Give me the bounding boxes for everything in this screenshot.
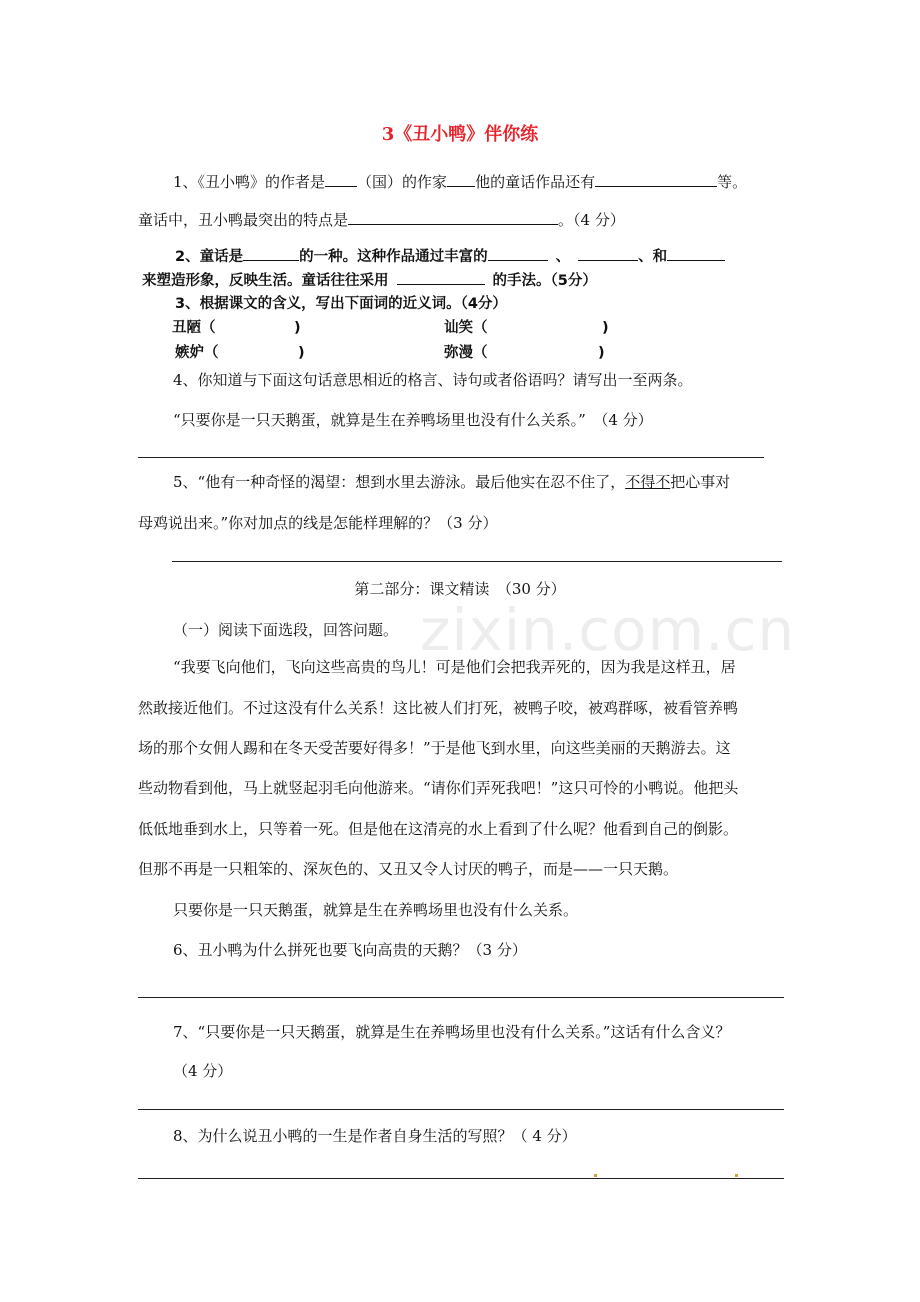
q1-text-c: 他的童话作品还有 — [475, 173, 596, 191]
answer-line-6[interactable] — [138, 997, 784, 998]
q1-text-f: 。（4 分） — [558, 211, 625, 229]
q2-blank-4[interactable] — [667, 244, 725, 261]
q3-word-2: 讪笑（ — [444, 320, 488, 336]
answer-line-7[interactable] — [138, 1109, 784, 1110]
question-4: 4、你知道与下面这句话意思相近的格言、诗句或者俗语吗？请写出一至两条。 — [173, 371, 693, 389]
question-2-line-2 — [142, 268, 597, 292]
q3-close-3: ) — [298, 345, 305, 361]
watermark: zixin.com.cn — [420, 596, 796, 664]
passage-line-1: “我要飞向他们，飞向这些高贵的鸟儿！可是他们会把我弄死的，因为我是这样丑，居 — [173, 658, 736, 676]
question-7-line-2: （4 分） — [173, 1062, 233, 1080]
question-1-line-1 — [173, 170, 747, 193]
section-1-instruction: （一）阅读下面选段，回答问题。 — [173, 621, 399, 639]
q2-text-a: 2、童话是 — [175, 249, 244, 265]
question-4-quote: “只要你是一只天鹅蛋，就算是生在养鸭场里也没有什么关系。” （4 分） — [173, 411, 653, 429]
q3-close-1: ) — [294, 320, 301, 336]
q2-blank-5[interactable] — [397, 268, 485, 285]
q1-blank-feature[interactable] — [348, 208, 558, 225]
q1-blank-author[interactable] — [447, 170, 475, 187]
question-7-line-1: 7、“只要你是一只天鹅蛋，就算是生在养鸭场里也没有什么关系。”这话有什么含义？ — [173, 1023, 731, 1041]
question-2-line-1 — [175, 244, 725, 268]
q1-text-d: 等。 — [717, 173, 748, 191]
answer-line-4[interactable] — [138, 457, 764, 458]
q1-blank-works[interactable] — [595, 170, 717, 187]
q1-text-e: 童话中，丑小鸭最突出的特点是 — [138, 211, 349, 229]
q3-word-1: 丑陋（ — [172, 320, 216, 336]
q3-close-2: ) — [602, 320, 609, 336]
passage-line-4: 些动物看到他，马上就竖起羽毛向他游来。“请你们弄死我吧！”这只可怜的小鸭说。他把头 — [138, 779, 739, 797]
q1-text-a: 1、《丑小鸭》的作者是 — [173, 173, 326, 191]
question-6: 6、丑小鸭为什么拼死也要飞向高贵的天鹅？（3 分） — [173, 941, 527, 959]
q2-text-f: 的手法。（5分） — [492, 273, 597, 289]
q2-text-d: 、和 — [638, 249, 668, 265]
passage-line-5: 低低地垂到水上，只等着一死。但是他在这清亮的水上看到了什么呢？他看到自己的倒影。 — [138, 820, 739, 838]
page-title: 3《丑小鸭》伴你练 — [381, 124, 539, 145]
q2-blank-1[interactable] — [243, 244, 299, 261]
q3-word-3: 嫉妒（ — [175, 345, 219, 361]
dotted-phrase: 不得不 — [625, 473, 671, 491]
q1-text-b: （国）的作家 — [357, 173, 448, 191]
question-1-line-2 — [138, 208, 625, 231]
passage-line-7: 只要你是一只天鹅蛋，就算是生在养鸭场里也没有什么关系。 — [173, 901, 579, 919]
question-8: 8、为什么说丑小鸭的一生是作者自身生活的写照？（ 4 分） — [173, 1127, 577, 1145]
q3-word-4: 弥漫（ — [444, 345, 488, 361]
q2-text-b: 的一种。这种作品通过丰富的 — [299, 249, 488, 265]
question-5-line-2: 母鸡说出来。”你对加点的线是怎能样理解的？（3 分） — [138, 514, 498, 532]
speck-mark — [594, 1174, 597, 1177]
q3-close-4: ) — [598, 345, 605, 361]
passage-line-2: 然敢接近他们。不过这没有什么关系！这比被人们打死，被鸭子咬，被鸡群啄，被看管养鸭 — [138, 699, 739, 717]
q2-blank-2[interactable] — [488, 244, 548, 261]
speck-mark — [735, 1174, 738, 1177]
passage-line-3: 场的那个女佣人踢和在冬天受苦要好得多！”于是他飞到水里，向这些美丽的天鹅游去。这 — [138, 739, 731, 757]
question-3: 3、根据课文的含义，写出下面词的近义词。（4分） — [175, 296, 507, 312]
part-2-heading: 第二部分：课文精读 （30 分） — [354, 580, 566, 598]
q2-text-c: 、 — [555, 249, 571, 265]
answer-line-5[interactable] — [172, 561, 782, 562]
q2-blank-3[interactable] — [578, 244, 638, 261]
q2-text-e: 来塑造形象，反映生活。童话往往采用 — [142, 273, 389, 289]
question-5-line-1: 5、“他有一种奇怪的渴望：想到水里去游泳。最后他实在忍不住了，不得不把心事对 — [173, 473, 731, 491]
q1-blank-nationality[interactable] — [325, 170, 357, 187]
passage-line-6: 但那不再是一只粗笨的、深灰色的、又丑又令人讨厌的鸭子，而是——一只天鹅。 — [138, 860, 679, 878]
answer-line-8[interactable] — [138, 1178, 784, 1179]
